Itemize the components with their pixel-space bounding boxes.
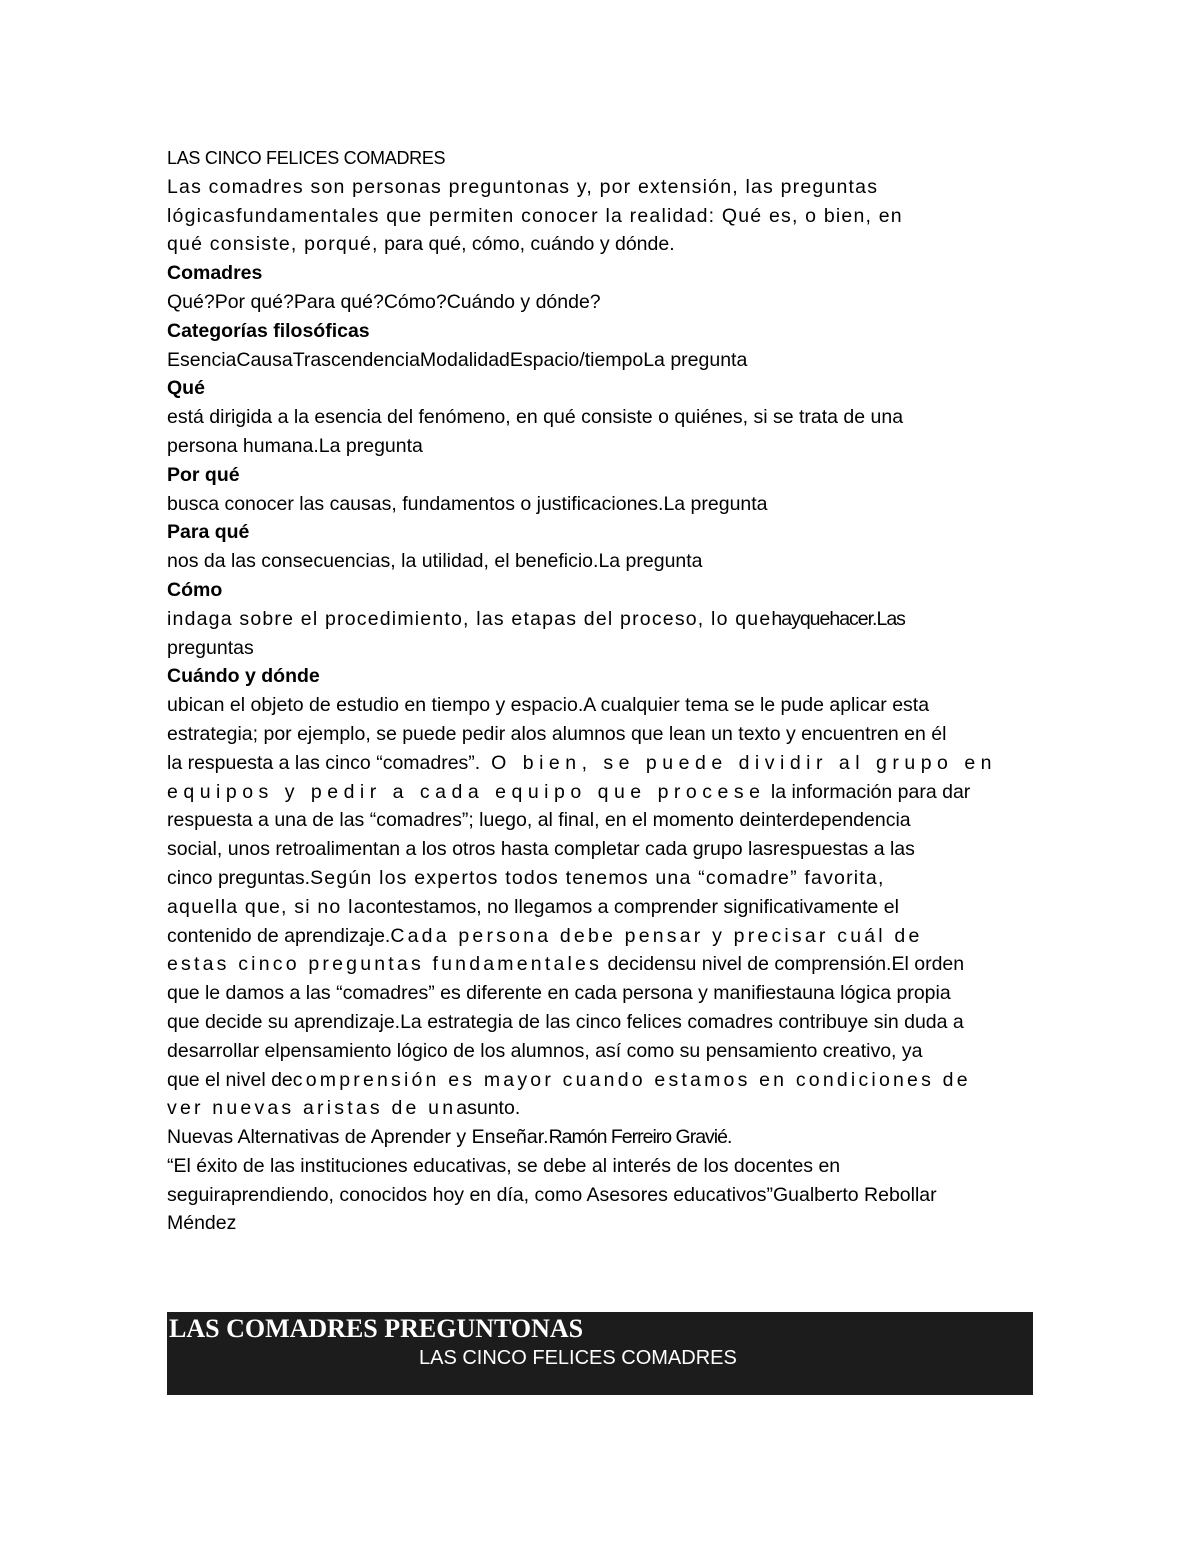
que-text-line: está dirigida a la esencia del fenómeno, en qué consiste o quiénes, si se trata de una — [167, 406, 904, 429]
paraque-text: nos da las consecuencias, la utilidad, el beneficio.La pregunta — [167, 550, 703, 573]
cuando-line — [167, 864, 1037, 893]
cuando-line — [167, 950, 1037, 979]
cuando-line-part: asunto. — [456, 1097, 521, 1120]
quote-line: Méndez — [167, 1212, 237, 1235]
cuando-line: desarrollar elpensamiento lógico de los alumnos, así como su pensamiento creativo, ya — [167, 1039, 923, 1062]
cuando-line-part: Según los expertos todos tenemos una “comadre” favorita, — [310, 866, 885, 889]
porque-heading: Por qué — [167, 463, 240, 486]
categorias-heading: Categorías filosóficas — [167, 319, 370, 342]
cuando-line — [167, 893, 1037, 922]
intro-line — [167, 230, 1037, 259]
cuando-line: ubican el objeto de estudio en tiempo y espacio.A cualquier tema se le pude aplicar esta — [167, 694, 930, 717]
cuando-line: social, unos retroalimentan a los otros hasta completar cada grupo lasrespuestas a las — [167, 838, 915, 861]
como-text-line — [167, 605, 1037, 634]
cuando-line — [167, 1066, 1037, 1095]
que-heading: Qué — [167, 377, 205, 400]
quote-line: “El éxito de las instituciones educativas, se debe al interés de los docentes en — [167, 1154, 841, 1177]
intro-line-part: qué consiste, porqué, — [167, 233, 379, 256]
cuando-line-part: decidensu nivel de comprensión.El orden — [602, 953, 965, 976]
document-body — [167, 144, 1037, 1238]
cuando-line: que decide su aprendizaje.La estrategia de las cinco felices comadres contribuye sin duda a — [167, 1010, 964, 1033]
que-text-line: persona humana.La pregunta — [167, 434, 423, 457]
cuando-line-part: la información para dar — [765, 780, 971, 803]
cuando-paragraph — [167, 691, 1037, 1123]
cuando-line-part: comprensión es mayor cuando estamos en condiciones de — [292, 1068, 971, 1091]
cuando-line-part: contenido de aprendizaje. — [167, 924, 391, 947]
intro-line-part: para qué, cómo, cuándo y dónde. — [378, 233, 675, 256]
document-title: LAS CINCO FELICES COMADRES — [167, 148, 446, 168]
categorias-list: EsenciaCausaTrascendenciaModalidadEspacio/tiempoLa pregunta — [167, 348, 748, 371]
closing-quote — [167, 1152, 1037, 1238]
intro-paragraph — [167, 173, 1037, 259]
cuando-line-part: que el nivel de — [167, 1068, 293, 1091]
banner-subtitle: LAS CINCO FELICES COMADRES — [419, 1347, 737, 1369]
como-heading: Cómo — [167, 578, 223, 601]
cuando-line-part: O bien, se puede dividir al grupo en — [480, 751, 998, 774]
cuando-line-part: cinco preguntas. — [167, 866, 311, 889]
source-book: Nuevas Alternativas de Aprender y Enseñar. — [167, 1126, 549, 1149]
cuando-line: respuesta a una de las “comadres”; luego, al final, en el momento deinterdependencia — [167, 809, 911, 832]
cuando-line — [167, 749, 1037, 778]
cuando-line-part: contestamos, no llegamos a comprender significativamente el — [365, 895, 899, 918]
porque-text: busca conocer las causas, fundamentos o justificaciones.La pregunta — [167, 492, 768, 515]
cuando-line: que le damos a las “comadres” es diferente en cada persona y manifiestauna lógica propia — [167, 982, 951, 1005]
cuando-line — [167, 922, 1037, 951]
comadres-list: Qué?Por qué?Para qué?Cómo?Cuándo y dónde? — [167, 290, 601, 313]
paraque-heading: Para qué — [167, 521, 250, 544]
cuando-line-part: aquella que, si no la — [167, 895, 366, 918]
cuando-line — [167, 778, 1037, 807]
cuando-line-part: ver nuevas aristas de un — [167, 1097, 457, 1120]
cuando-line-part: la respuesta a las cinco “comadres”. — [167, 751, 481, 774]
cuando-line-part: equipos y pedir a cada equipo que procese — [167, 780, 766, 803]
cuando-line-part: Cada persona debe pensar y precisar cuál de — [390, 924, 923, 947]
comadres-heading: Comadres — [167, 262, 263, 285]
footer-banner — [167, 1312, 1033, 1395]
source-citation — [167, 1123, 1037, 1152]
quote-line: seguiraprendiendo, conocidos hoy en día, como Asesores educativos”Gualberto Rebollar — [167, 1183, 937, 1206]
source-author: Ramón Ferreiro Gravié. — [548, 1126, 732, 1149]
cuando-line — [167, 1094, 1037, 1123]
banner-title: LAS COMADRES PREGUNTONAS — [169, 1314, 584, 1343]
como-text-line: preguntas — [167, 636, 254, 659]
intro-line: Las comadres son personas preguntonas y, por extensión, las preguntas — [167, 175, 879, 198]
cuando-line: estrategia; por ejemplo, se puede pedir alos alumnos que lean un texto y encuentren en él — [167, 722, 947, 745]
cuando-line-part: estas cinco preguntas fundamentales — [167, 953, 603, 976]
como-text-part: indaga sobre el procedimiento, las etapas del proceso, lo que — [167, 607, 772, 630]
como-text-part: hayquehacer.Las — [771, 607, 905, 630]
cuando-heading: Cuándo y dónde — [167, 665, 320, 688]
intro-line: lógicasfundamentales que permiten conocer la realidad: Qué es, o bien, en — [167, 204, 903, 227]
